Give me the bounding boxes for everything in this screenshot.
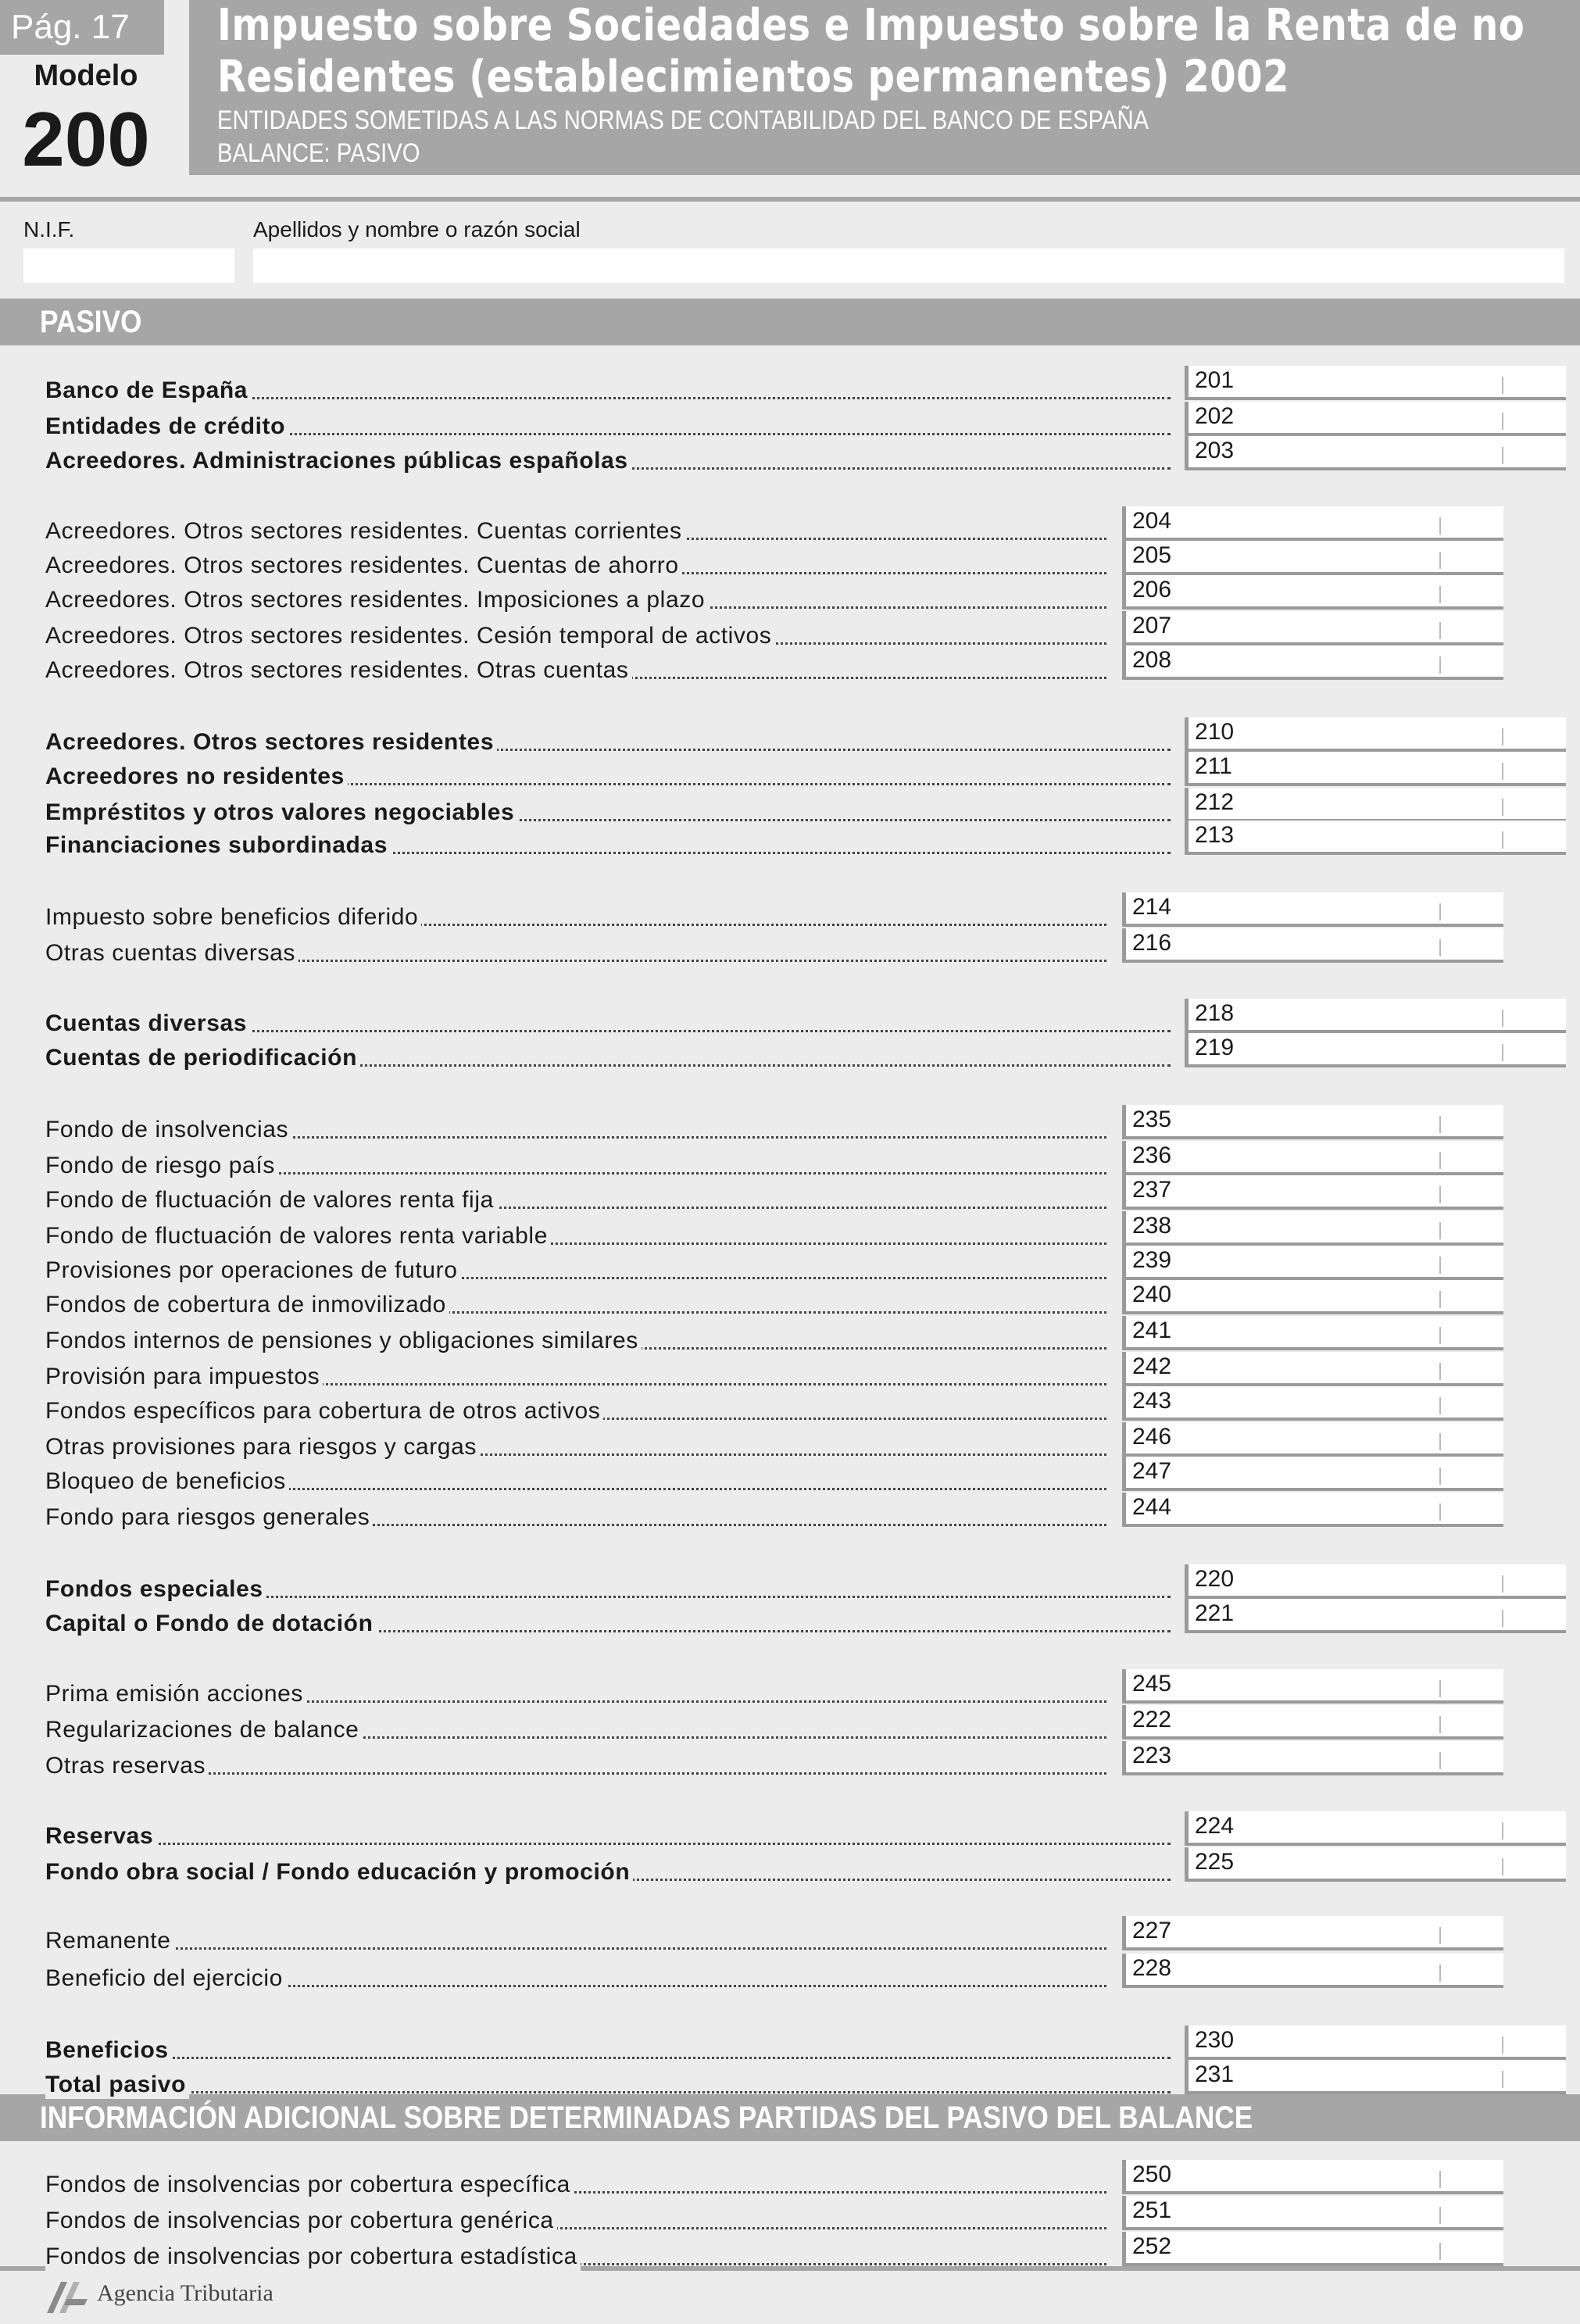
agency-name: Agencia Tributaria <box>97 2280 273 2306</box>
decimal-separator-tick <box>1439 656 1441 674</box>
box-code: 203 <box>1195 438 1235 463</box>
box-code: 243 <box>1132 1388 1172 1414</box>
box-code: 201 <box>1195 367 1235 393</box>
decimal-separator-tick <box>1439 903 1441 921</box>
row-label: Entidades de crédito <box>45 413 288 441</box>
box-code: 204 <box>1132 508 1172 534</box>
amount-field-228[interactable] <box>1122 1954 1503 1988</box>
amount-field-220[interactable] <box>1185 1564 1566 1599</box>
leader-dots <box>45 2091 1171 2093</box>
amount-field-204[interactable] <box>1122 506 1503 541</box>
decimal-separator-tick <box>1502 377 1503 394</box>
amount-field-225[interactable] <box>1185 1847 1566 1882</box>
decimal-separator-tick <box>1502 413 1503 430</box>
title-line-2: Residentes (establecimientos permanentes) 2002 <box>217 52 1289 102</box>
header-band <box>189 0 1580 175</box>
subtitle-balance: BALANCE: PASIVO <box>217 138 420 168</box>
amount-field-223[interactable] <box>1122 1741 1503 1775</box>
decimal-separator-tick <box>1439 552 1441 569</box>
box-code: 239 <box>1132 1247 1172 1273</box>
name-field[interactable] <box>253 248 1564 283</box>
form-row-221 <box>45 1600 1566 1639</box>
box-code: 219 <box>1195 1035 1235 1060</box>
box-code: 240 <box>1132 1282 1172 1307</box>
decimal-separator-tick <box>1502 799 1503 816</box>
decimal-separator-tick <box>1439 1257 1441 1274</box>
row-label: Fondo de fluctuación de valores renta fija <box>45 1186 497 1214</box>
row-label: Fondos de insolvencias por cobertura específica <box>45 2171 574 2199</box>
row-label: Cuentas de periodificación <box>45 1044 360 1072</box>
section-info-adicional <box>0 2094 1580 2141</box>
form-row-219 <box>45 1035 1566 1074</box>
box-code: 214 <box>1132 894 1172 920</box>
amount-field-221[interactable] <box>1185 1599 1566 1633</box>
modelo-label: Modelo <box>34 59 138 92</box>
row-label: Impuesto sobre beneficios diferido <box>45 903 421 931</box>
box-code: 220 <box>1195 1566 1235 1592</box>
decimal-separator-tick <box>1439 1397 1441 1414</box>
box-code: 250 <box>1132 2161 1172 2187</box>
row-label: Fondo de riesgo país <box>45 1152 278 1180</box>
title-line-1: Impuesto sobre Sociedades e Impuesto sobre la Renta de no <box>217 0 1525 51</box>
amount-field-203[interactable] <box>1185 436 1566 470</box>
row-label: Fondo de insolvencias <box>45 1116 291 1144</box>
amount-field-237[interactable] <box>1122 1175 1503 1210</box>
amount-field-230[interactable] <box>1185 2025 1566 2060</box>
decimal-separator-tick <box>1502 1575 1503 1593</box>
name-label: Apellidos y nombre o razón social <box>253 217 581 241</box>
box-code: 238 <box>1132 1213 1172 1239</box>
leader-dots <box>45 2057 1171 2059</box>
decimal-separator-tick <box>1439 1116 1441 1133</box>
decimal-separator-tick <box>1502 1822 1503 1840</box>
decimal-separator-tick <box>1439 1468 1441 1485</box>
decimal-separator-tick <box>1439 1152 1441 1169</box>
nif-label: N.I.F. <box>23 217 75 241</box>
amount-field-208[interactable] <box>1122 645 1503 680</box>
form-row-227 <box>45 1918 1503 1957</box>
box-code: 225 <box>1195 1849 1235 1875</box>
decimal-separator-tick <box>1439 1291 1441 1308</box>
decimal-separator-tick <box>1502 728 1503 745</box>
decimal-separator-tick <box>1502 1044 1503 1061</box>
row-label: Banco de España <box>45 377 251 405</box>
box-code: 227 <box>1132 1918 1172 1943</box>
nif-field[interactable] <box>23 248 234 283</box>
amount-field-245[interactable] <box>1122 1669 1503 1704</box>
amount-field-251[interactable] <box>1122 2196 1503 2230</box>
row-label: Otras reservas <box>45 1752 209 1780</box>
box-code: 224 <box>1195 1813 1235 1839</box>
page-number: Pág. 17 <box>0 0 164 55</box>
row-label: Acreedores. Otros sectores residentes. Cuentas de ahorro <box>45 552 682 580</box>
amount-field-231[interactable] <box>1185 2060 1566 2094</box>
row-label: Bloqueo de beneficios <box>45 1468 289 1496</box>
amount-field-212[interactable] <box>1185 788 1566 822</box>
box-code: 205 <box>1132 542 1172 568</box>
row-label: Acreedores. Otros sectores residentes. Cesión temporal de activos <box>45 622 774 650</box>
decimal-separator-tick <box>1439 1927 1441 1944</box>
amount-field-240[interactable] <box>1122 1280 1503 1314</box>
amount-field-224[interactable] <box>1185 1811 1566 1846</box>
amount-field-211[interactable] <box>1185 752 1566 786</box>
decimal-separator-tick <box>1502 2071 1503 2088</box>
amount-field-202[interactable] <box>1185 402 1566 436</box>
header-divider <box>0 197 1580 202</box>
row-label: Fondo obra social / Fondo educación y promoción <box>45 1858 633 1886</box>
amount-field-213[interactable] <box>1185 821 1566 855</box>
decimal-separator-tick <box>1439 586 1441 603</box>
decimal-separator-tick <box>1502 1610 1503 1627</box>
box-code: 222 <box>1132 1707 1172 1732</box>
row-label: Total pasivo <box>45 2071 189 2099</box>
row-label: Beneficio del ejercicio <box>45 1965 286 1993</box>
amount-field-214[interactable] <box>1122 892 1503 927</box>
amount-field-238[interactable] <box>1122 1211 1503 1246</box>
box-code: 202 <box>1195 403 1235 429</box>
row-label: Acreedores no residentes <box>45 763 348 791</box>
box-code: 228 <box>1132 1955 1172 1981</box>
amount-field-241[interactable] <box>1122 1316 1503 1350</box>
decimal-separator-tick <box>1439 2207 1441 2224</box>
row-label: Prima emisión acciones <box>45 1680 306 1708</box>
section-info-title: INFORMACIÓN ADICIONAL SOBRE DETERMINADAS PARTIDAS DEL PASIVO DEL BALANCE <box>40 2101 1253 2135</box>
row-label: Financiaciones subordinadas <box>45 831 391 860</box>
decimal-separator-tick <box>1502 831 1503 849</box>
box-code: 221 <box>1195 1600 1235 1626</box>
row-label: Fondos especiales <box>45 1575 266 1604</box>
amount-field-219[interactable] <box>1185 1033 1566 1067</box>
decimal-separator-tick <box>1439 1222 1441 1239</box>
box-code: 245 <box>1132 1671 1172 1697</box>
row-label: Fondos de insolvencias por cobertura genérica <box>45 2207 557 2235</box>
amount-field-247[interactable] <box>1122 1457 1503 1491</box>
decimal-separator-tick <box>1502 1858 1503 1875</box>
form-row-213 <box>45 822 1566 861</box>
amount-field-207[interactable] <box>1122 611 1503 645</box>
decimal-separator-tick <box>1439 1752 1441 1769</box>
box-code: 206 <box>1132 577 1172 602</box>
modelo-number: 200 <box>22 96 150 182</box>
leader-dots <box>45 1947 1106 1950</box>
amount-field-250[interactable] <box>1122 2160 1503 2194</box>
header-left <box>0 0 164 182</box>
page-title <box>217 0 1561 103</box>
box-code: 230 <box>1195 2027 1235 2053</box>
row-label: Provisión para impuestos <box>45 1363 323 1391</box>
amount-field-236[interactable] <box>1122 1141 1503 1175</box>
row-label: Acreedores. Otros sectores residentes <box>45 728 497 756</box>
amount-field-218[interactable] <box>1185 999 1566 1033</box>
box-code: 213 <box>1195 822 1235 848</box>
row-label: Fondo para riesgos generales <box>45 1503 373 1532</box>
row-label: Otras provisiones para riesgos y cargas <box>45 1433 480 1461</box>
amount-field-243[interactable] <box>1122 1386 1503 1421</box>
leader-dots <box>45 1843 1171 1845</box>
box-code: 241 <box>1132 1318 1172 1343</box>
row-label: Reservas <box>45 1822 156 1850</box>
row-label: Provisiones por operaciones de futuro <box>45 1257 461 1285</box>
form-row-225 <box>45 1849 1566 1888</box>
box-code: 244 <box>1132 1494 1172 1520</box>
form-row-203 <box>45 438 1566 477</box>
form-row-223 <box>45 1743 1503 1782</box>
box-code: 246 <box>1132 1424 1172 1450</box>
amount-field-216[interactable] <box>1122 928 1503 963</box>
form-row-216 <box>45 930 1503 969</box>
decimal-separator-tick <box>1439 1965 1441 1982</box>
decimal-separator-tick <box>1439 622 1441 639</box>
decimal-separator-tick <box>1439 1327 1441 1344</box>
row-label: Fondo de fluctuación de valores renta variable <box>45 1222 551 1250</box>
box-code: 237 <box>1132 1177 1172 1203</box>
decimal-separator-tick <box>1439 1363 1441 1380</box>
row-label: Empréstitos y otros valores negociables <box>45 799 517 827</box>
amount-field-244[interactable] <box>1122 1493 1503 1527</box>
row-label: Cuentas diversas <box>45 1010 250 1038</box>
amount-field-235[interactable] <box>1122 1105 1503 1139</box>
box-code: 218 <box>1195 1000 1235 1026</box>
decimal-separator-tick <box>1439 1186 1441 1203</box>
decimal-separator-tick <box>1439 2171 1441 2188</box>
box-code: 247 <box>1132 1458 1172 1484</box>
decimal-separator-tick <box>1439 939 1441 956</box>
decimal-separator-tick <box>1439 1433 1441 1450</box>
row-label: Fondos específicos para cobertura de otros activos <box>45 1397 603 1425</box>
row-label: Remanente <box>45 1927 174 1955</box>
row-label: Fondos de insolvencias por cobertura estadística <box>45 2243 581 2271</box>
box-code: 207 <box>1132 613 1172 638</box>
decimal-separator-tick <box>1502 1010 1503 1027</box>
amount-field-201[interactable] <box>1185 366 1566 400</box>
decimal-separator-tick <box>1502 447 1503 464</box>
box-code: 251 <box>1132 2197 1172 2223</box>
amount-field-242[interactable] <box>1122 1352 1503 1386</box>
box-code: 236 <box>1132 1142 1172 1168</box>
form-row-208 <box>45 647 1503 686</box>
row-label: Fondos de cobertura de inmovilizado <box>45 1291 449 1319</box>
box-code: 208 <box>1132 647 1172 673</box>
decimal-separator-tick <box>1439 517 1441 535</box>
amount-field-206[interactable] <box>1122 575 1503 610</box>
decimal-separator-tick <box>1502 763 1503 780</box>
row-label: Capital o Fondo de dotación <box>45 1610 377 1638</box>
decimal-separator-tick <box>1439 2243 1441 2260</box>
box-code: 235 <box>1132 1107 1172 1132</box>
box-code: 216 <box>1132 930 1172 956</box>
decimal-separator-tick <box>1439 1716 1441 1733</box>
box-code: 211 <box>1195 753 1232 779</box>
form-row-228 <box>45 1955 1503 1994</box>
row-label: Acreedores. Administraciones públicas españolas <box>45 447 631 475</box>
row-label: Beneficios <box>45 2036 172 2065</box>
amount-field-205[interactable] <box>1122 541 1503 575</box>
form-row-244 <box>45 1494 1503 1533</box>
amount-field-252[interactable] <box>1122 2232 1503 2266</box>
amount-field-239[interactable] <box>1122 1246 1503 1280</box>
box-code: 252 <box>1132 2233 1172 2259</box>
row-label: Acreedores. Otros sectores residentes. Cuentas corrientes <box>45 517 685 545</box>
section-pasivo <box>0 299 1580 345</box>
amount-field-246[interactable] <box>1122 1422 1503 1457</box>
section-pasivo-title: PASIVO <box>40 305 142 339</box>
box-code: 242 <box>1132 1353 1172 1379</box>
row-label: Fondos internos de pensiones y obligaciones similares <box>45 1327 642 1355</box>
decimal-separator-tick <box>1439 1503 1441 1521</box>
decimal-separator-tick <box>1502 2036 1503 2054</box>
box-code: 212 <box>1195 789 1235 815</box>
amount-field-222[interactable] <box>1122 1705 1503 1739</box>
row-label: Acreedores. Otros sectores residentes. Otras cuentas <box>45 656 632 685</box>
amount-field-227[interactable] <box>1122 1916 1503 1950</box>
box-code: 223 <box>1132 1743 1172 1768</box>
row-label: Regularizaciones de balance <box>45 1716 362 1744</box>
row-label: Acreedores. Otros sectores residentes. Imposiciones a plazo <box>45 586 708 614</box>
subtitle-entities: ENTIDADES SOMETIDAS A LAS NORMAS DE CONTABILIDAD DEL BANCO DE ESPAÑA <box>217 105 1149 135</box>
box-code: 210 <box>1195 719 1235 745</box>
agency-logo-icon <box>44 2276 91 2316</box>
amount-field-210[interactable] <box>1185 717 1566 752</box>
row-label: Otras cuentas diversas <box>45 939 298 967</box>
decimal-separator-tick <box>1439 1680 1441 1697</box>
box-code: 231 <box>1195 2061 1235 2087</box>
